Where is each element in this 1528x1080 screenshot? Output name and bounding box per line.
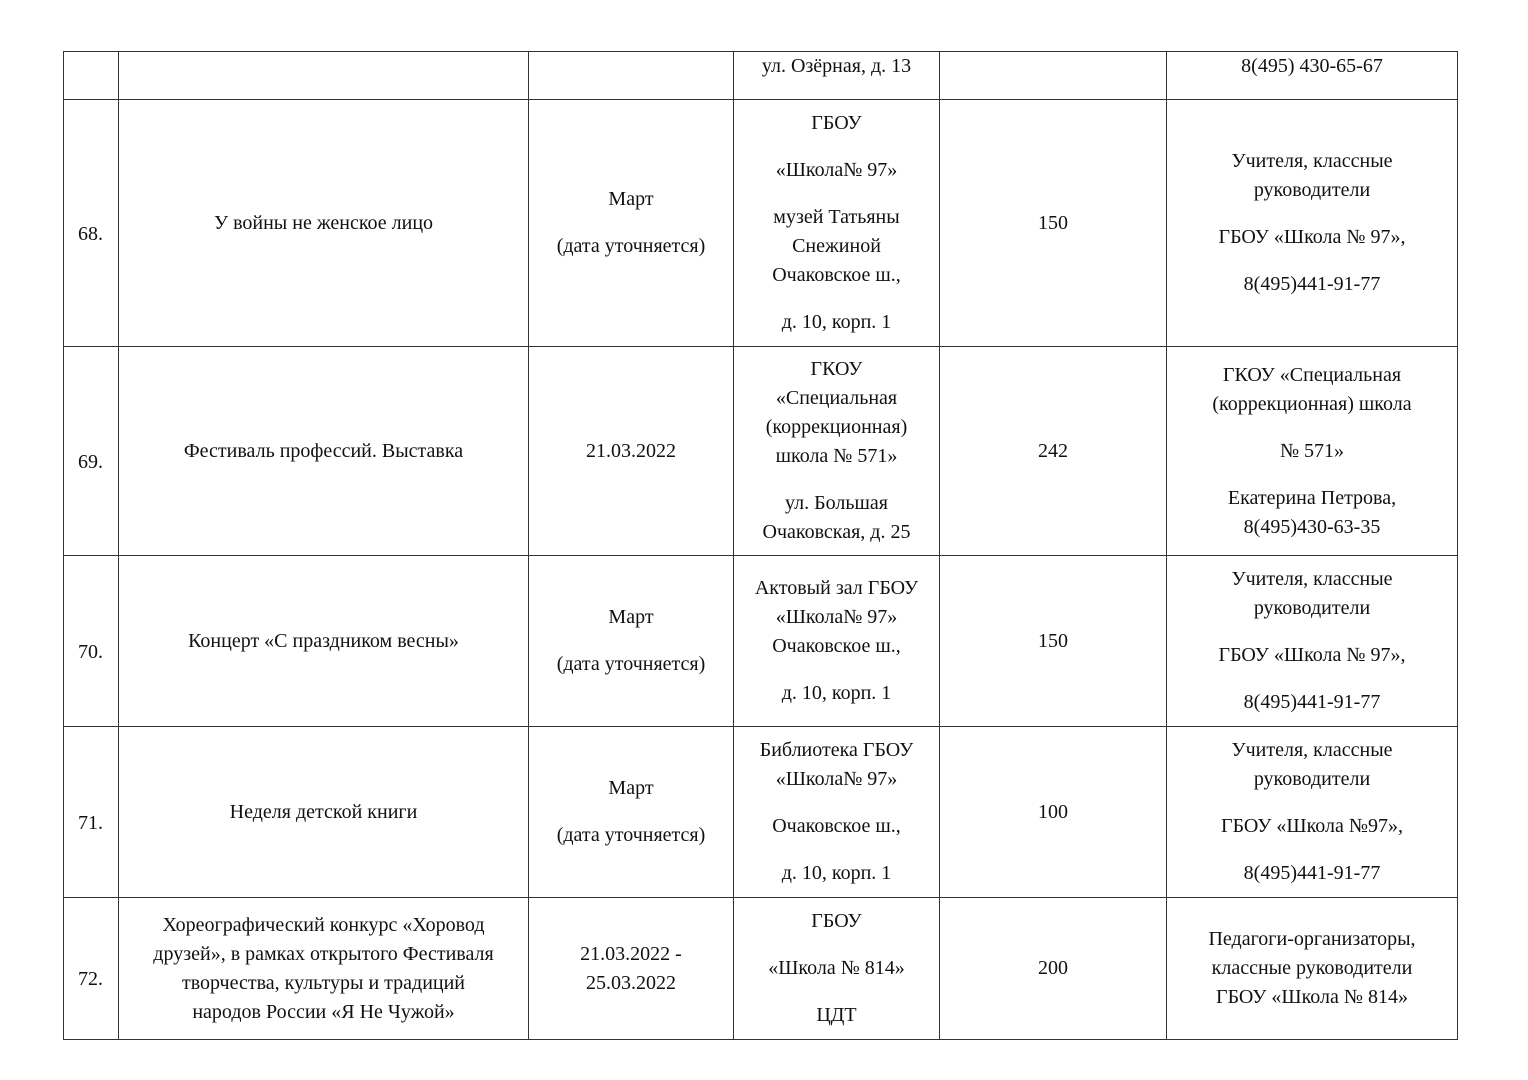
responsible-line: классные руководители xyxy=(1211,957,1413,979)
responsible-cell xyxy=(1167,52,1458,100)
date-cell xyxy=(529,100,734,347)
place-line: Актовый зал ГБОУ xyxy=(754,577,919,599)
place-line: «Школа№ 97» xyxy=(775,159,898,181)
event-name-cell xyxy=(119,100,529,347)
date-cell xyxy=(529,898,734,1040)
event-name-line: Фестиваль профессий. Выставка xyxy=(183,439,464,462)
table-row xyxy=(64,347,1458,556)
responsible-cell xyxy=(1167,727,1458,898)
event-name-line: Концерт «С праздником весны» xyxy=(188,629,459,652)
place-line: «Школа № 814» xyxy=(768,957,905,979)
place-cell xyxy=(734,52,940,100)
place-line: (коррекционная) xyxy=(765,416,908,438)
table-row xyxy=(64,898,1458,1040)
event-name-line: Хореографический конкурс «Хоровод xyxy=(162,913,485,936)
responsible-line: Учителя, классные xyxy=(1231,150,1393,172)
responsible-line: руководители xyxy=(1253,179,1371,201)
date-line: 21.03.2022 - xyxy=(580,942,682,965)
responsible-line: Учителя, классные xyxy=(1231,568,1393,590)
place-line: «Специальная xyxy=(775,387,898,409)
responsible-line: ГКОУ «Специальная xyxy=(1222,363,1402,386)
date-line: 25.03.2022 xyxy=(586,971,676,994)
place-line: ГБОУ xyxy=(811,910,862,932)
event-name-line: Неделя детской книги xyxy=(229,800,418,823)
table-row xyxy=(64,52,1458,100)
place-line: музей Татьяны xyxy=(773,206,900,228)
responsible-cell xyxy=(1167,556,1458,727)
responsible-cell xyxy=(1167,100,1458,347)
responsible-line: (коррекционная) школа xyxy=(1212,392,1412,415)
date-line: (дата уточняется) xyxy=(556,235,706,257)
place-line: «Школа№ 97» xyxy=(775,768,898,790)
date-line: (дата уточняется) xyxy=(556,653,706,675)
place-cell xyxy=(734,100,940,347)
row-number: 71. xyxy=(64,727,119,898)
responsible-cell xyxy=(1167,347,1458,556)
place-line: Очаковская, д. 25 xyxy=(762,521,911,543)
place-line: Очаковское ш., xyxy=(772,815,901,837)
table-row xyxy=(64,727,1458,898)
event-name-line: У войны не женское лицо xyxy=(213,211,434,234)
place-line: «Школа№ 97» xyxy=(775,606,898,628)
event-name-line: творчества, культуры и традиций xyxy=(181,971,466,994)
responsible-line: ГБОУ «Школа № 97», xyxy=(1218,644,1406,666)
date-line: (дата уточняется) xyxy=(556,824,706,846)
responsible-line: 8(495)441-91-77 xyxy=(1243,862,1381,884)
responsible-line: ГБОУ «Школа №97», xyxy=(1221,815,1403,837)
events-table xyxy=(63,51,1458,1040)
participants-count-cell: 200 xyxy=(940,898,1167,1040)
event-name-line: друзей», в рамках открытого Фестиваля xyxy=(153,942,494,965)
event-name-cell xyxy=(119,727,529,898)
place-line: ГБОУ xyxy=(811,112,862,134)
event-name-cell xyxy=(119,52,529,100)
row-number: 69. xyxy=(64,347,119,556)
responsible-line: 8(495)441-91-77 xyxy=(1243,273,1381,295)
event-name-cell xyxy=(119,556,529,727)
table-row xyxy=(64,556,1458,727)
place-line: ул. Озёрная, д. 13 xyxy=(761,55,912,77)
participants-count-cell xyxy=(940,52,1167,100)
responsible-line: руководители xyxy=(1253,768,1371,790)
place-cell xyxy=(734,727,940,898)
responsible-line: Педагоги-организаторы, xyxy=(1208,928,1416,950)
date-line: Март xyxy=(608,777,654,799)
place-cell xyxy=(734,556,940,727)
row-number: 70. xyxy=(64,556,119,727)
row-number: 72. xyxy=(64,898,119,1040)
place-line: ГКОУ xyxy=(810,358,863,380)
date-line: Март xyxy=(608,188,654,210)
place-line: ул. Большая xyxy=(785,492,888,514)
participants-count-cell: 150 xyxy=(940,100,1167,347)
responsible-line: № 571» xyxy=(1279,439,1345,462)
date-cell xyxy=(529,52,734,100)
participants-count-cell: 150 xyxy=(940,556,1167,727)
table-row xyxy=(64,100,1458,347)
responsible-cell xyxy=(1167,898,1458,1040)
place-line: Снежиной xyxy=(792,235,881,257)
responsible-line: 8(495)441-91-77 xyxy=(1243,691,1381,713)
place-line: д. 10, корп. 1 xyxy=(781,862,892,884)
place-line: ЦДТ xyxy=(816,1004,857,1026)
date-line: 21.03.2022 xyxy=(586,439,676,462)
event-name-cell xyxy=(119,898,529,1040)
responsible-line: руководители xyxy=(1253,597,1371,619)
responsible-line: Екатерина Петрова, xyxy=(1227,486,1397,509)
place-line: д. 10, корп. 1 xyxy=(781,682,892,704)
place-line: Очаковское ш., xyxy=(772,264,901,286)
participants-count-cell: 100 xyxy=(940,727,1167,898)
place-line: школа № 571» xyxy=(775,445,898,467)
place-line: Библиотека ГБОУ xyxy=(759,739,914,761)
date-cell xyxy=(529,347,734,556)
responsible-line: 8(495)430-63-35 xyxy=(1243,515,1381,538)
responsible-line: ГБОУ «Школа № 97», xyxy=(1218,226,1406,248)
place-line: Очаковское ш., xyxy=(772,635,901,657)
place-line: д. 10, корп. 1 xyxy=(781,311,892,333)
responsible-line: ГБОУ «Школа № 814» xyxy=(1216,986,1408,1008)
row-number xyxy=(64,52,119,100)
date-cell xyxy=(529,727,734,898)
responsible-line: Учителя, классные xyxy=(1231,739,1393,761)
participants-count-cell: 242 xyxy=(940,347,1167,556)
date-line: Март xyxy=(608,606,654,628)
responsible-line: 8(495) 430-65-67 xyxy=(1241,55,1383,77)
place-cell xyxy=(734,898,940,1040)
event-name-line: народов России «Я Не Чужой» xyxy=(192,1000,455,1023)
date-cell xyxy=(529,556,734,727)
place-cell xyxy=(734,347,940,556)
row-number: 68. xyxy=(64,100,119,347)
event-name-cell xyxy=(119,347,529,556)
